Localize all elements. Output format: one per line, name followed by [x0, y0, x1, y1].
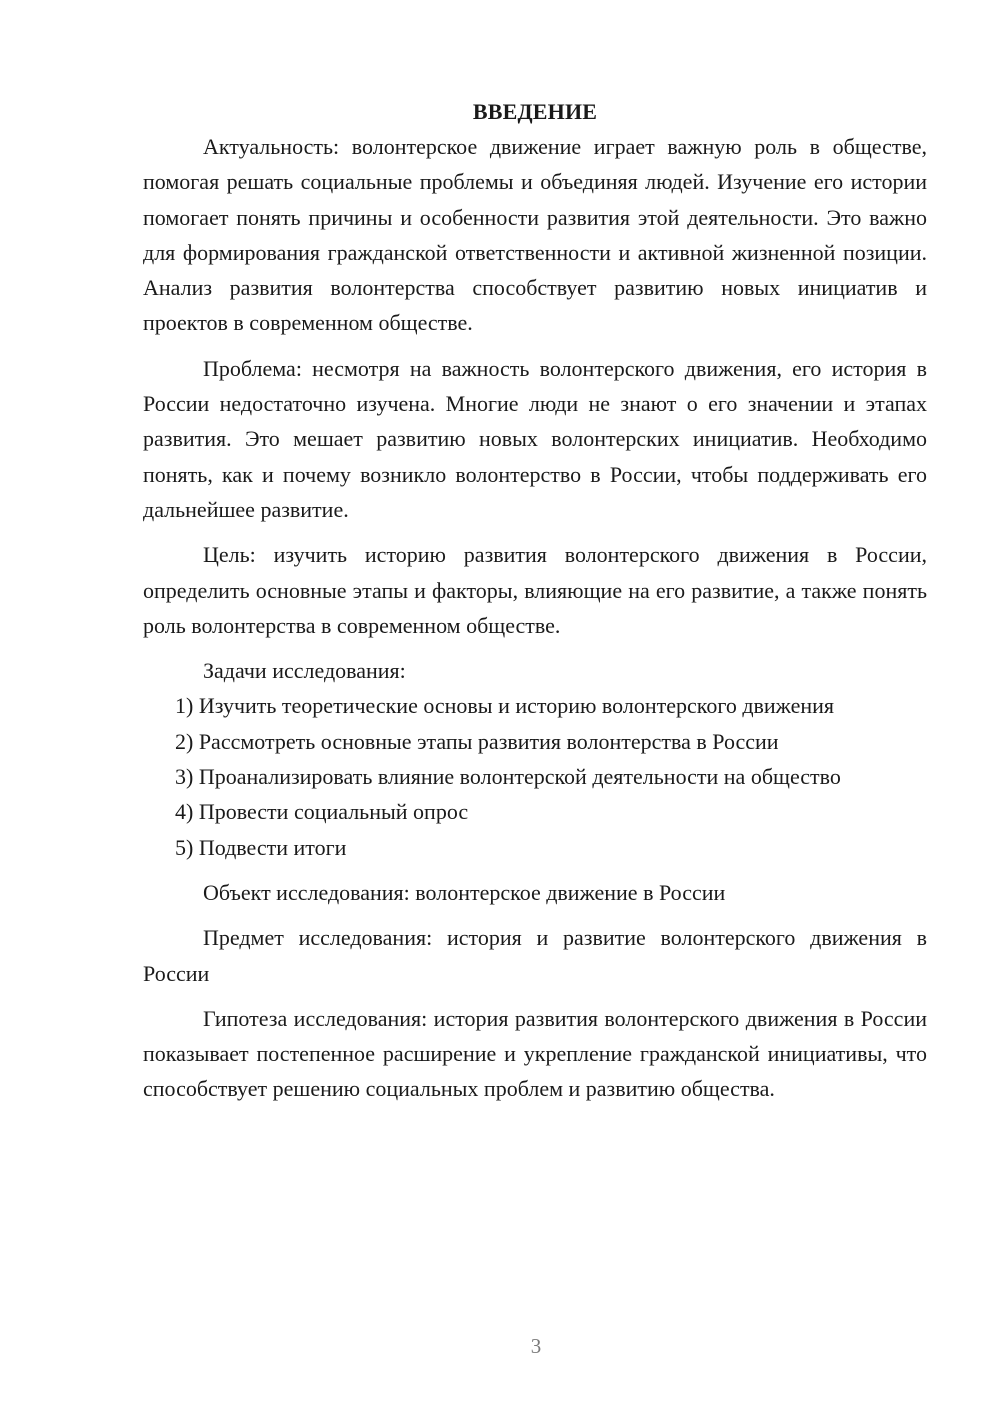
relevance-paragraph: Актуальность: волонтерское движение играет важную роль в обществе, помогая решать социальные проблемы и объединяя людей. Изучение его истории помогает понять причины и особенности развития этой деятельности. Это важно для формирования гражданской ответственности и активной жизненной позиции. Анализ развития волонтерства способствует развитию новых инициатив и проектов в современном обществе. [143, 134, 927, 336]
task-item-1: 1) Изучить теоретические основы и историю волонтерского движения [175, 693, 835, 719]
task-item-5: 5) Подвести итоги [175, 834, 347, 860]
section-title: ВВЕДЕНИЕ [472, 99, 598, 124]
page-content [143, 94, 927, 1107]
subject-paragraph: Предмет исследования: история и развитие волонтерского движения в России [143, 925, 927, 986]
tasks-heading: Задачи исследования: [203, 658, 406, 684]
goal-paragraph: Цель: изучить историю развития волонтерского движения в России, определить основные этапы и факторы, влияющие на его развитие, а также понять роль волонтерства в современном обществе. [143, 542, 927, 638]
task-item-4: 4) Провести социальный опрос [175, 799, 469, 825]
hypothesis-paragraph: Гипотеза исследования: история развития волонтерского движения в России показывает постепенное расширение и укрепление гражданской инициативы, что способствует решению социальных проблем и развитию общества. [143, 1005, 927, 1102]
task-item-3: 3) Проанализировать влияние волонтерской деятельности на общество [175, 764, 841, 790]
task-item-2: 2) Рассмотреть основные этапы развития волонтерства в России [175, 728, 779, 754]
problem-paragraph: Проблема: несмотря на важность волонтерского движения, его история в России недостаточно изучена. Многие люди не знают о его значении и этапах развития. Это мешает развитию новых волонтерских инициатив. Необходимо понять, как и почему возникло волонтерство в России, чтобы поддерживать его дальнейшее развитие. [143, 355, 927, 522]
object-paragraph: Объект исследования: волонтерское движение в России [203, 879, 726, 905]
page-number: 3 [530, 1334, 542, 1358]
